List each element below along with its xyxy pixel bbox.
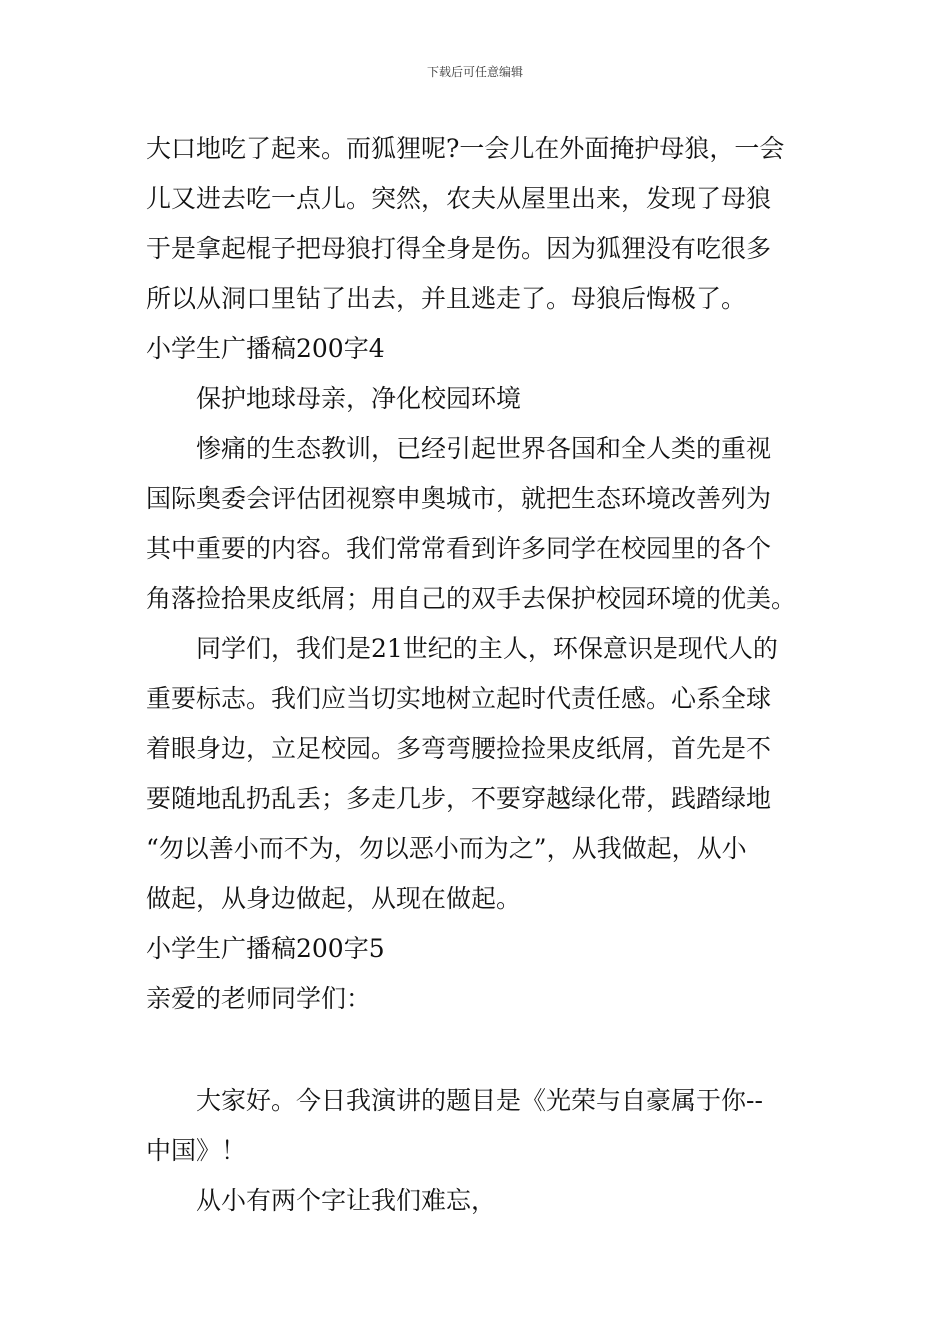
- text-line: 中国》！: [146, 1136, 247, 1165]
- text-line: 要随地乱扔乱丢；多走几步，不要穿越绿化带，践踏绿地: [146, 784, 772, 813]
- blank-line: [146, 1024, 816, 1076]
- text-line: 同学们，我们是21世纪的主人，环保意识是现代人的: [196, 634, 778, 663]
- text-line: 角落捡拾果皮纸屑；用自己的双手去保护校园环境的优美。: [146, 584, 797, 613]
- text-line: 着眼身边，立足校园。多弯弯腰捡捡果皮纸屑，首先是不: [146, 734, 772, 763]
- text-line: 大家好。今日我演讲的题目是《光荣与自豪属于你--: [196, 1086, 763, 1115]
- text-line: 儿又进去吃一点儿。突然，农夫从屋里出来，发现了母狼: [146, 184, 772, 213]
- text-line: 于是拿起棍子把母狼打得全身是伤。因为狐狸没有吃很多: [146, 234, 772, 263]
- document-body: [146, 124, 816, 1226]
- text-line: 重要标志。我们应当切实地树立起时代责任感。心系全球: [146, 684, 772, 713]
- text-line: 所以从洞口里钻了出去，并且逃走了。母狼后悔极了。: [146, 284, 747, 313]
- text-line: 从小有两个字让我们难忘，: [196, 1186, 497, 1215]
- text-line: 做起，从身边做起，从现在做起。: [146, 884, 522, 913]
- text-line: 国际奥委会评估团视察申奥城市，就把生态环境改善列为: [146, 484, 772, 513]
- section-heading: 小学生广播稿200字5: [146, 934, 385, 963]
- text-line: “勿以善小而不为，勿以恶小而为之”，从我做起，从小: [146, 834, 747, 863]
- section-heading: 小学生广播稿200字4: [146, 334, 385, 363]
- text-line: 惨痛的生态教训，已经引起世界各国和全人类的重视: [196, 434, 772, 463]
- salutation: 亲爱的老师同学们：: [146, 984, 372, 1013]
- text-line: 大口地吃了起来。而狐狸呢?一会儿在外面掩护母狼，一会: [146, 134, 785, 163]
- text-line: 其中重要的内容。我们常常看到许多同学在校园里的各个: [146, 534, 772, 563]
- page-header-note: 下载后可任意编辑: [426, 65, 523, 79]
- section-subtitle: 保护地球母亲，净化校园环境: [196, 384, 522, 413]
